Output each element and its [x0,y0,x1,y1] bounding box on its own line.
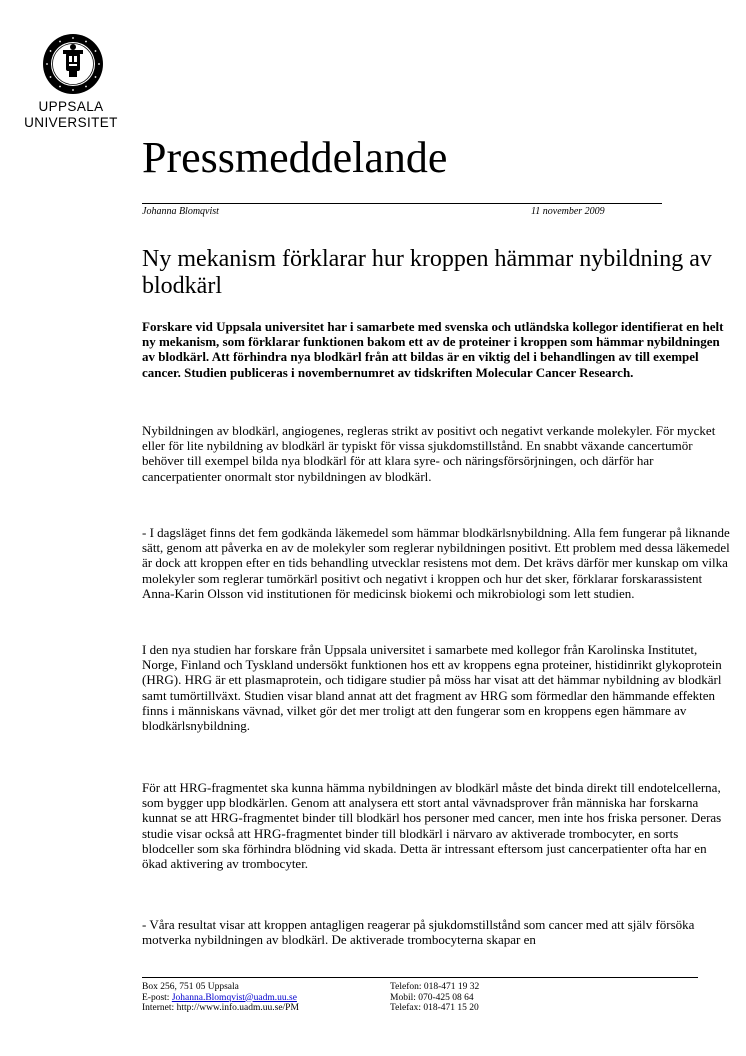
footer-email-label: E-post: [142,992,170,1003]
article-headline: Ny mekanism förklarar hur kroppen hämmar nybildning av blodkärl [142,246,712,299]
footer-contact-left [142,982,382,1014]
footer-internet-row [142,1003,382,1014]
logo-text-line1: UPPSALA [38,99,104,114]
footer-email-row [142,993,382,1004]
footer-divider [142,977,698,978]
article-lead: Forskare vid Uppsala universitet har i samarbete med svenska och utländska kollegor identifierat en helt ny mekanism, som förklarar funktionen bakom ett av de proteiner i kroppen som hämmar nybildningen av blodkärl. Att förhindra nya blodkärl från att bildas är en viktig del i behandlingen av till exempel cancer. Studien publiceras i novembernumret av tidskriften Molecular Cancer Research. [142,319,724,380]
author-name: Johanna Blomqvist [142,206,219,217]
body-paragraph: För att HRG-fragmentet ska kunna hämma nybildningen av blodkärl måste det binda direkt till endotelcellerna, som bygger upp blodkärlen. Genom att analysera ett stort antal vävnadsprover från människa har forskarna kunnat se att HRG-fragmentet binder till blodkärl hos personer med cancer, men inte hos friska personer. Deras studie visar också att HRG-fragmentet binder till blodkärl i närvaro av aktiverade trombocyter, en sorts blodceller som ska förhindra blödning vid skada. Detta är intressant eftersom just cancerpatienter ofta har en ökad aktivering av trombocyter. [142,780,722,872]
university-seal-logo [42,33,104,95]
internet-address: http://www.info.uadm.uu.se/PM [176,1003,299,1013]
logo-text-line2: UNIVERSITET [24,115,118,130]
body-paragraph: - Våra resultat visar att kroppen antagligen reagerar på sjukdomstillstånd som cancer med att själv försöka motverka nybildningen av blodkärl. De aktiverade trombocyterna skapar en [142,917,695,948]
body-paragraph: - I dagsläget finns det fem godkända läkemedel som hämmar blodkärlsnybildning. Alla fem fungerar på liknande sätt, genom att påverka en av de molekyler som reglerar nybildningen positivt. Ett problem med dessa läkemedel är dock att kroppen efter en tids behandling utvecklar resistens mot dem. Det krävs därför mer kunskap om vilka molekyler som reglerar tumörkärl positivt och negativt i kroppen och hur det sker, förklarar forskarassistent Anna-Karin Olsson vid institutionen för medicinsk biokemi och mikrobiologi som lett studien. [142,525,730,601]
page-title: Pressmeddelande [142,133,448,182]
body-paragraph: I den nya studien har forskare från Uppsala universitet i samarbete med kollegor från Karolinska Institutet, Norge, Finland och Tyskland undersökt funktionen hos ett av kroppens egna proteiner, histidinrikt glykoprotein (HRG). HRG är ett plasmaprotein, och tidigare studier på möss har visat att det hämmar nybildning av blodkärl samt tumörtillväxt. Studien visar bland annat att det fragment av HRG som förmedlar den hämmande effekten finns i människans vävnad, vilket gör det mer troligt att den fungerar som en kroppens egen hämmare av blodkärlsnybildning. [142,642,722,734]
body-paragraph: Nybildningen av blodkärl, angiogenes, regleras strikt av positivt och negativt verkande molekyler. För mycket eller för lite nybildning av blodkärl är typiskt för vissa sjukdomstillstånd. En snabbt växande cancertumör behöver till exempel bilda nya blodkärl för att klara syre- och näringsförsörjningen, och därför har cancerpatienter onormalt stor nybildningen av blodkärl. [142,423,716,484]
footer-contact-right [390,982,590,1014]
footer-fax: Telefax: 018-471 15 20 [390,1003,479,1013]
publish-date: 11 november 2009 [531,206,605,217]
footer-internet-label: Internet: [142,1003,175,1013]
footer-phone: Telefon: 018-471 19 32 [390,982,480,992]
email-link[interactable]: Johanna.Blomqvist@uadm.uu.se [171,992,297,1003]
footer-mobile: Mobil: 070-425 08 64 [390,992,474,1003]
footer-address: Box 256, 751 05 Uppsala [142,982,239,992]
header-divider [142,203,662,204]
university-name [8,99,134,131]
